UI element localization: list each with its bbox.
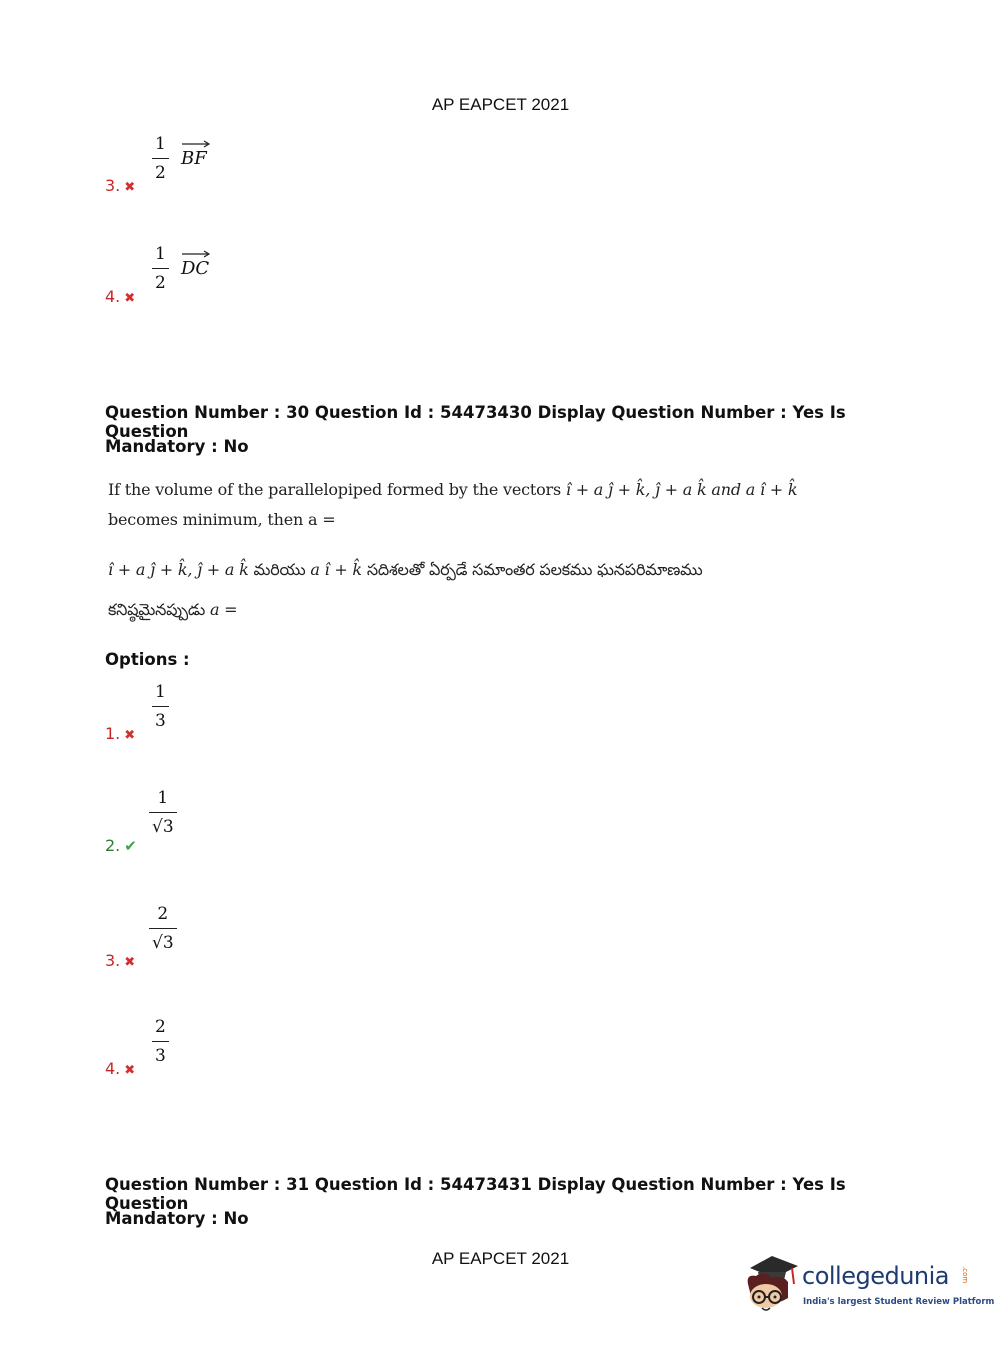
question-30-english-line2: becomes minimum, then a = <box>108 510 336 529</box>
wrong-mark-icon: ✖ <box>124 728 136 743</box>
telugu-text: కనిష్ఠమైనప్పుడు <box>108 600 206 619</box>
vector-label: BF <box>181 148 207 169</box>
fraction-numerator: 1 <box>155 134 166 154</box>
option-3 <box>105 951 135 970</box>
logo-suffix: .com <box>961 1266 969 1284</box>
fraction-denominator: 2 <box>155 273 166 294</box>
telugu-vector2: a î + k̂ <box>310 560 362 579</box>
option-4-fraction <box>152 1019 169 1065</box>
fraction-numerator: 1 <box>155 244 166 264</box>
prev-option-3 <box>105 176 135 195</box>
question-31-header-line2: Mandatory : No <box>105 1209 249 1228</box>
wrong-mark-icon: ✖ <box>124 180 136 195</box>
option-number: 3. <box>105 176 121 195</box>
correct-check-icon: ✔ <box>124 837 137 855</box>
vector-arrow-icon <box>181 250 211 258</box>
option-2-fraction <box>149 790 177 836</box>
question-31-header-line1: Question Number : 31 Question Id : 54473431 Display Question Number : Yes Is Question <box>105 1175 846 1213</box>
fraction-numerator: 2 <box>155 1017 166 1037</box>
fraction-numerator: 2 <box>157 904 169 924</box>
option-number: 1. <box>105 724 121 743</box>
question-30-english-line1 <box>108 480 797 499</box>
question-vectors: î + a ĵ + k̂, ĵ + a k̂ and a î + k̂ <box>565 480 798 499</box>
option-1-fraction <box>152 684 169 730</box>
option-number: 4. <box>105 287 121 306</box>
logo-wordmark: collegedunia <box>802 1262 950 1290</box>
telugu-vectors: î + a ĵ + k̂, ĵ + a k̂ <box>108 560 249 579</box>
prev-option-4 <box>105 287 135 306</box>
wrong-mark-icon: ✖ <box>124 291 136 306</box>
page-footer: AP EAPCET 2021 <box>431 1249 570 1268</box>
telugu-math: a = <box>209 600 238 619</box>
question-30-telugu-line1 <box>108 560 702 583</box>
fraction-denominator: √3 <box>152 933 174 954</box>
telugu-text: సదిశలతో ఏర్పడే సమాంతర పలకము ఘనపరిమాణము <box>366 560 703 579</box>
vector-arrow-icon <box>181 140 211 148</box>
option-1 <box>105 724 135 743</box>
fraction-denominator: 3 <box>155 711 166 732</box>
option-number: 3. <box>105 951 121 970</box>
option-4 <box>105 1059 135 1078</box>
fraction-denominator: 3 <box>155 1046 166 1067</box>
question-30-header-line2: Mandatory : No <box>105 437 249 456</box>
option-number: 4. <box>105 1059 121 1078</box>
logo-tagline: India's largest Student Review Platform <box>803 1297 995 1307</box>
options-label: Options : <box>105 650 190 669</box>
mascot-icon <box>742 1250 802 1322</box>
prev-option-4-vector <box>181 258 209 279</box>
question-30-telugu-line2 <box>108 600 237 623</box>
option-3-fraction <box>149 906 177 952</box>
fraction-numerator: 1 <box>155 682 166 702</box>
wrong-mark-icon: ✖ <box>124 955 136 970</box>
prev-option-4-fraction <box>152 246 169 292</box>
option-number: 2. <box>105 836 121 855</box>
telugu-word-and: మరియు <box>253 560 306 579</box>
page-header: AP EAPCET 2021 <box>431 95 570 114</box>
prev-option-3-fraction <box>152 136 169 182</box>
question-text: If the volume of the parallelopiped formed by the vectors <box>108 480 562 499</box>
prev-option-3-vector <box>181 148 207 169</box>
fraction-denominator: √3 <box>152 817 174 838</box>
option-2 <box>105 836 137 855</box>
vector-label: DC <box>181 258 210 279</box>
fraction-numerator: 1 <box>157 788 169 808</box>
wrong-mark-icon: ✖ <box>124 1063 136 1078</box>
fraction-denominator: 2 <box>155 163 166 184</box>
question-30-header-line1: Question Number : 30 Question Id : 54473430 Display Question Number : Yes Is Question <box>105 403 846 441</box>
collegedunia-logo <box>742 1250 995 1322</box>
